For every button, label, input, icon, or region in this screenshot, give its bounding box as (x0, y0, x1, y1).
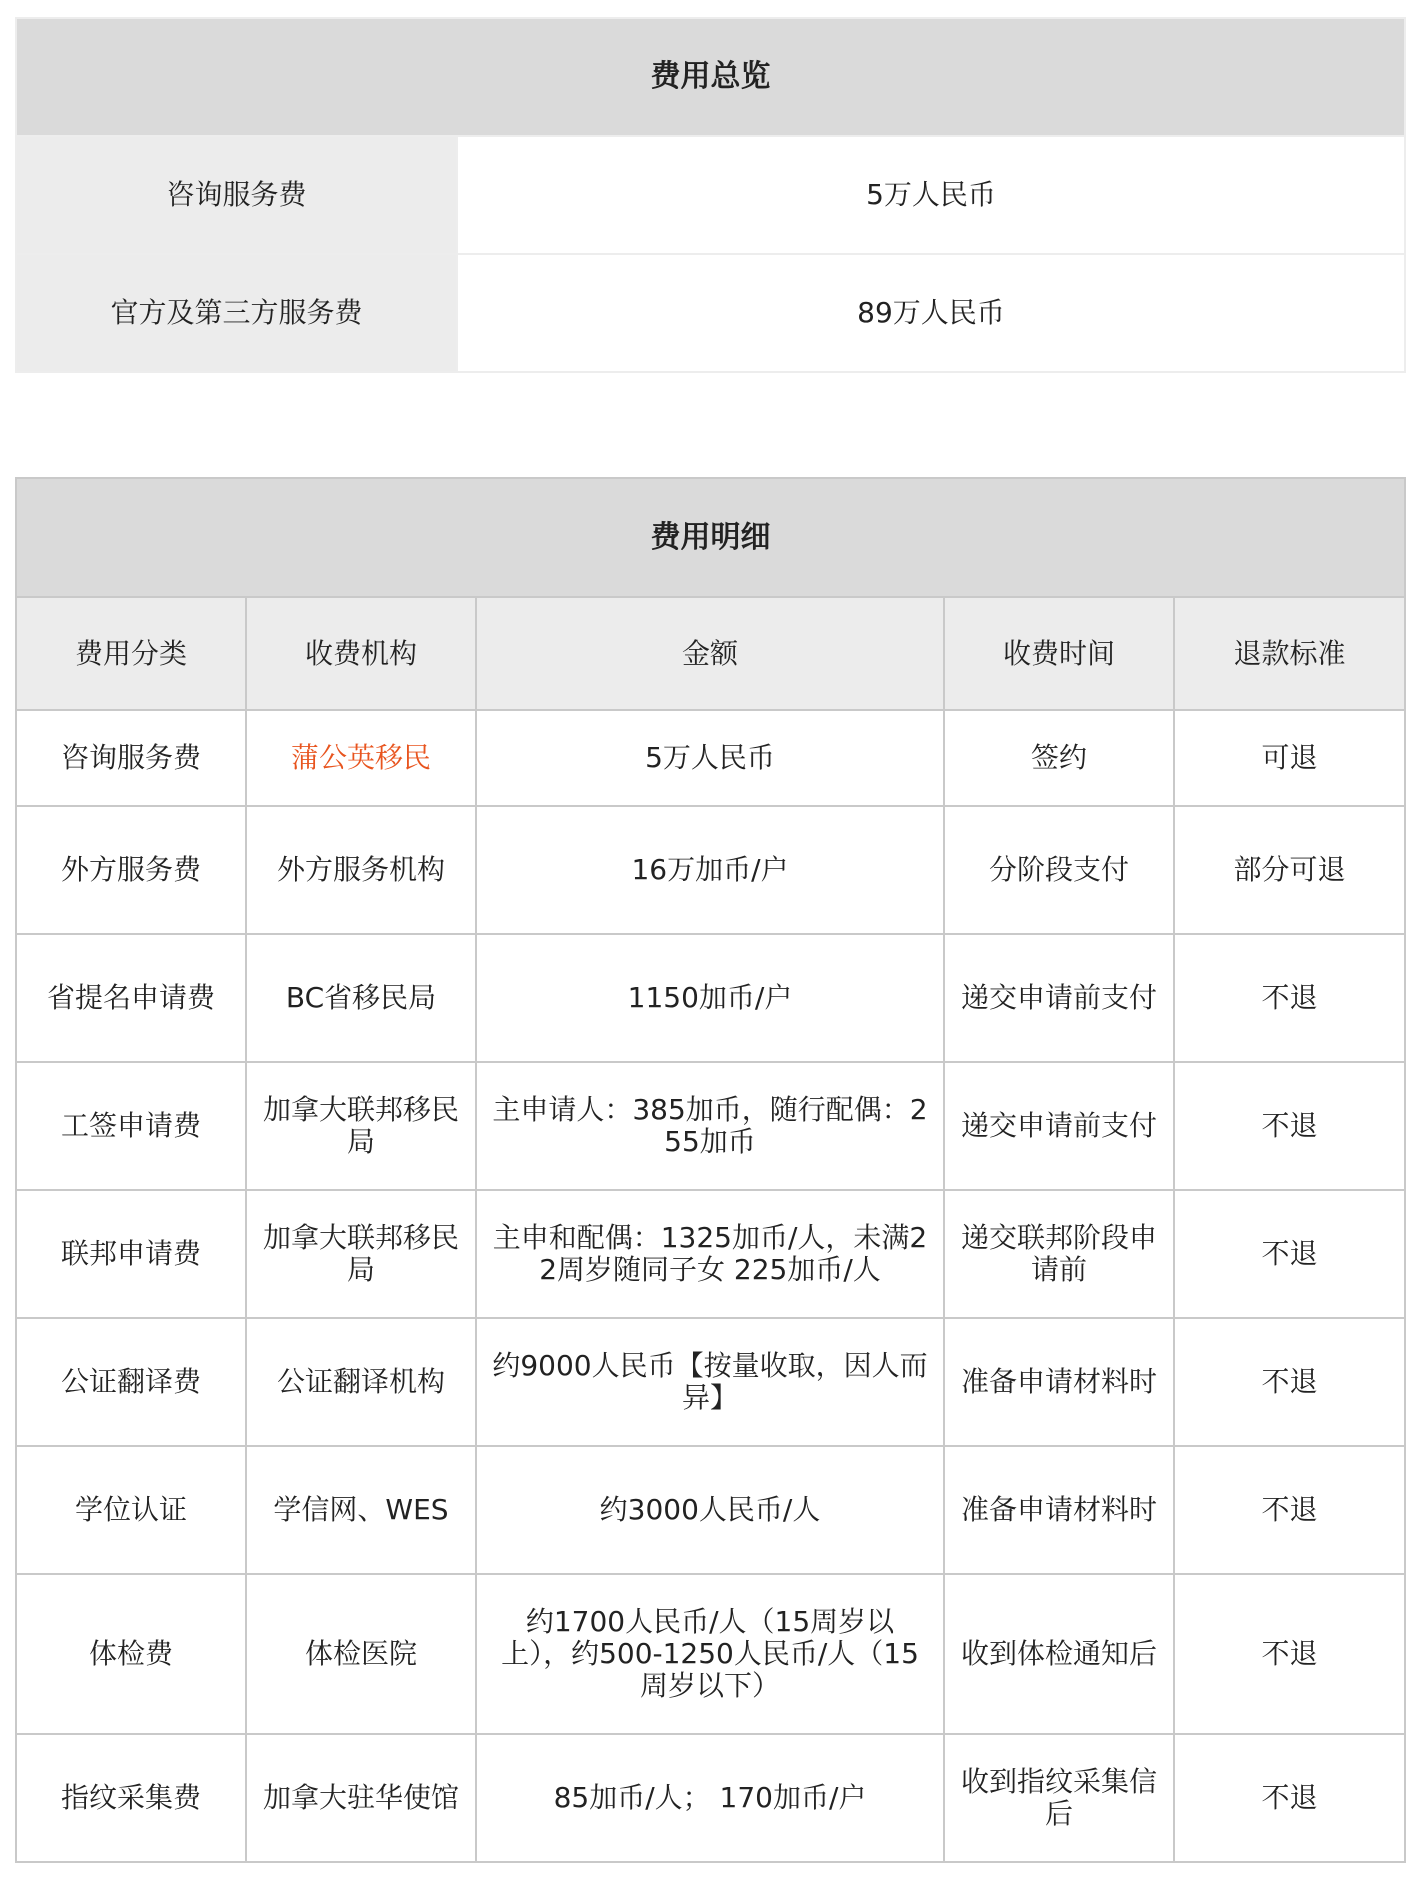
fee-detail-table (15, 477, 1406, 1863)
cell-agency: 加拿大驻华使馆 (246, 1734, 476, 1862)
cell-category: 咨询服务费 (16, 710, 246, 806)
cell-amount: 约3000人民币/人 (476, 1446, 944, 1574)
cell-time: 递交申请前支付 (944, 1062, 1174, 1190)
header-time: 收费时间 (944, 597, 1174, 710)
detail-title: 费用明细 (16, 478, 1405, 597)
table-row (16, 934, 1405, 1062)
cell-refund: 可退 (1174, 710, 1405, 806)
cell-refund: 不退 (1174, 1062, 1405, 1190)
overview-row (16, 254, 1405, 372)
table-row (16, 1734, 1405, 1862)
cell-refund: 不退 (1174, 1190, 1405, 1318)
cell-category: 公证翻译费 (16, 1318, 246, 1446)
cell-agency: 公证翻译机构 (246, 1318, 476, 1446)
cell-time: 收到指纹采集信后 (944, 1734, 1174, 1862)
cell-amount: 16万加币/户 (476, 806, 944, 934)
cell-refund: 不退 (1174, 1318, 1405, 1446)
cell-category: 省提名申请费 (16, 934, 246, 1062)
cell-agency: 外方服务机构 (246, 806, 476, 934)
overview-title-row (16, 18, 1405, 136)
fee-overview-section (15, 17, 1404, 373)
cell-time: 收到体检通知后 (944, 1574, 1174, 1734)
table-row (16, 1190, 1405, 1318)
table-row (16, 1574, 1405, 1734)
overview-title: 费用总览 (16, 18, 1405, 136)
table-row (16, 1318, 1405, 1446)
cell-agency-link[interactable]: 蒲公英移民 (246, 710, 476, 806)
cell-amount: 1150加币/户 (476, 934, 944, 1062)
cell-time: 准备申请材料时 (944, 1318, 1174, 1446)
cell-agency: 体检医院 (246, 1574, 476, 1734)
cell-agency: 加拿大联邦移民局 (246, 1062, 476, 1190)
cell-category: 指纹采集费 (16, 1734, 246, 1862)
overview-value: 89万人民币 (457, 254, 1405, 372)
table-row (16, 806, 1405, 934)
cell-time: 准备申请材料时 (944, 1446, 1174, 1574)
cell-category: 工签申请费 (16, 1062, 246, 1190)
cell-refund: 不退 (1174, 1734, 1405, 1862)
overview-value: 5万人民币 (457, 136, 1405, 254)
fee-detail-section (15, 477, 1404, 1863)
header-category: 费用分类 (16, 597, 246, 710)
header-refund: 退款标准 (1174, 597, 1405, 710)
header-agency: 收费机构 (246, 597, 476, 710)
cell-refund: 不退 (1174, 1446, 1405, 1574)
cell-amount: 85加币/人； 170加币/户 (476, 1734, 944, 1862)
cell-refund: 不退 (1174, 934, 1405, 1062)
cell-time: 分阶段支付 (944, 806, 1174, 934)
overview-label: 官方及第三方服务费 (16, 254, 457, 372)
cell-agency: 加拿大联邦移民局 (246, 1190, 476, 1318)
detail-header-row (16, 597, 1405, 710)
cell-time: 递交申请前支付 (944, 934, 1174, 1062)
overview-label: 咨询服务费 (16, 136, 457, 254)
cell-refund: 部分可退 (1174, 806, 1405, 934)
fee-overview-table (15, 17, 1406, 373)
header-amount: 金额 (476, 597, 944, 710)
cell-amount: 约1700人民币/人（15周岁以上），约500-1250人民币/人（15周岁以下） (476, 1574, 944, 1734)
cell-refund: 不退 (1174, 1574, 1405, 1734)
detail-title-row (16, 478, 1405, 597)
cell-amount: 主申请人：385加币，随行配偶：255加币 (476, 1062, 944, 1190)
cell-category: 学位认证 (16, 1446, 246, 1574)
cell-amount: 约9000人民币【按量收取，因人而异】 (476, 1318, 944, 1446)
overview-row (16, 136, 1405, 254)
cell-time: 递交联邦阶段申请前 (944, 1190, 1174, 1318)
table-row (16, 1446, 1405, 1574)
cell-category: 联邦申请费 (16, 1190, 246, 1318)
cell-amount: 5万人民币 (476, 710, 944, 806)
cell-amount: 主申和配偶：1325加币/人，未满22周岁随同子女 225加币/人 (476, 1190, 944, 1318)
cell-time: 签约 (944, 710, 1174, 806)
cell-category: 体检费 (16, 1574, 246, 1734)
cell-agency: 学信网、WES (246, 1446, 476, 1574)
table-row (16, 710, 1405, 806)
table-row (16, 1062, 1405, 1190)
cell-agency: BC省移民局 (246, 934, 476, 1062)
cell-category: 外方服务费 (16, 806, 246, 934)
